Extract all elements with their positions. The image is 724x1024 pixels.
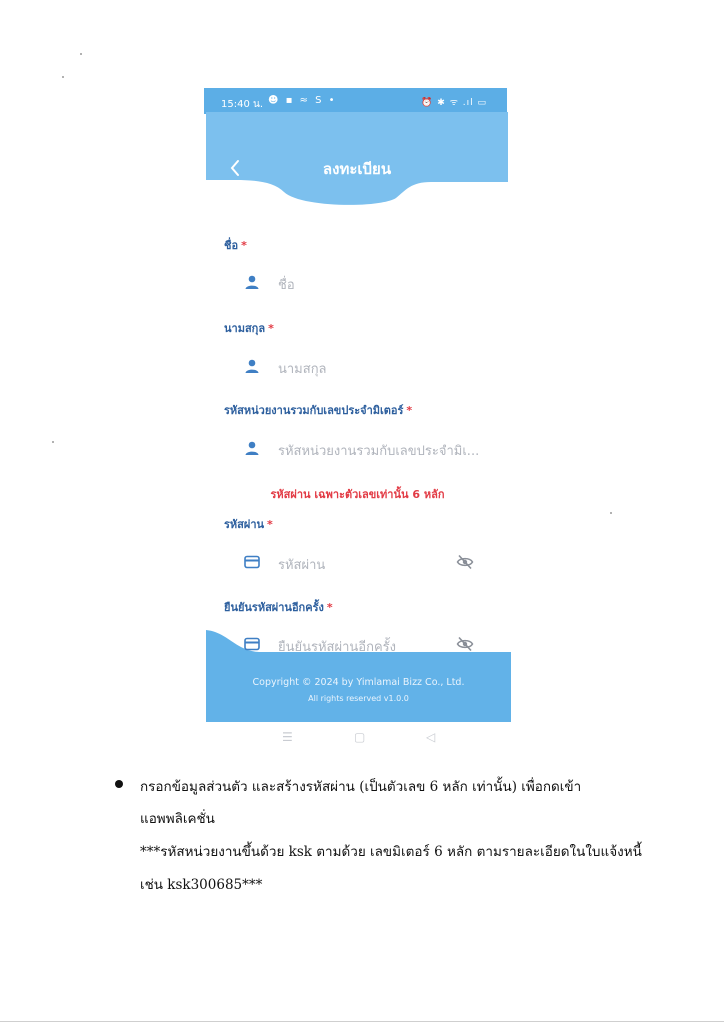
back-triangle-icon[interactable]: ◁ [426, 730, 436, 744]
name-input[interactable] [224, 268, 494, 296]
status-bar [204, 88, 507, 114]
scan-speck [52, 441, 54, 443]
surname-input[interactable] [224, 352, 494, 380]
required-marker: * [326, 601, 333, 614]
scan-speck [610, 512, 612, 514]
confirm-password-placeholder: ยืนยันรหัสผ่านอีกครั้ง [278, 640, 397, 655]
notification-icons: ☻ ▪ ≈ S • [268, 95, 337, 106]
required-marker: * [268, 322, 274, 335]
required-marker: * [406, 404, 413, 417]
credit-card-icon [244, 554, 260, 570]
bullet-point [115, 780, 123, 788]
page-title: ลงทะเบียน [322, 160, 392, 178]
name-label-text: ชื่อ [224, 239, 239, 252]
app-header [206, 112, 508, 208]
page-edge [0, 1021, 724, 1022]
person-icon [244, 358, 260, 374]
instruction-line-4: เช่น ksk300685*** [140, 877, 263, 893]
version-text: All rights reserved v1.0.0 [308, 694, 409, 703]
instruction-line-2: แอพพลิเคชั่น [140, 811, 215, 827]
eye-off-icon[interactable] [456, 554, 474, 570]
system-status-icons: ⏰ ✱ ᯤ .ıl ▭ [421, 98, 487, 108]
surname-label [224, 319, 274, 337]
android-nav-bar [206, 728, 511, 750]
unit-code-label-text: รหัสหน่วยงานรวมกับเลขประจำมิเตอร์ [224, 404, 404, 417]
home-square-icon[interactable]: ▢ [354, 730, 366, 744]
surname-placeholder: นามสกุล [278, 362, 327, 377]
name-label [224, 236, 247, 254]
required-marker: * [241, 239, 247, 252]
confirm-password-label-text: ยืนยันรหัสผ่านอีกครั้ง [224, 601, 324, 614]
password-label-text: รหัสผ่าน [224, 518, 265, 531]
instruction-line-1: กรอกข้อมูลส่วนตัว และสร้างรหัสผ่าน (เป็นตัวเลข 6 หลัก เท่านั้น) เพื่อกดเข้า [140, 779, 582, 795]
password-rule-note: รหัสผ่าน เฉพาะตัวเลขเท่านั้น 6 หลัก [270, 488, 445, 501]
unit-code-placeholder: รหัสหน่วยงานรวมกับเลขประจำมิเ... [278, 444, 480, 459]
confirm-password-input[interactable] [224, 630, 494, 658]
confirm-password-label [224, 598, 333, 616]
app-screenshot [206, 88, 509, 753]
scan-speck [62, 76, 64, 78]
password-placeholder: รหัสผ่าน [278, 558, 326, 573]
status-time: 15:40 น. [221, 99, 264, 110]
credit-card-icon [244, 636, 260, 652]
copyright-text: Copyright © 2024 by Yimlamai Bizz Co., Ltd. [252, 677, 465, 688]
unit-code-input[interactable] [224, 434, 494, 462]
password-label [224, 515, 273, 533]
surname-label-text: นามสกุล [224, 322, 266, 335]
eye-off-icon[interactable] [456, 636, 474, 652]
scan-speck [80, 53, 82, 55]
person-icon [244, 274, 260, 290]
instruction-line-3: ***รหัสหน่วยงานขึ้นด้วย ksk ตามด้วย เลขมิเตอร์ 6 หลัก ตามรายละเอียดในใบแจ้งหนี้ [140, 844, 642, 860]
unit-code-label [224, 401, 412, 419]
name-placeholder: ชื่อ [278, 278, 295, 293]
menu-icon[interactable]: ☰ [282, 730, 293, 744]
required-marker: * [267, 518, 273, 531]
password-input[interactable] [224, 548, 494, 576]
person-icon [244, 440, 260, 456]
